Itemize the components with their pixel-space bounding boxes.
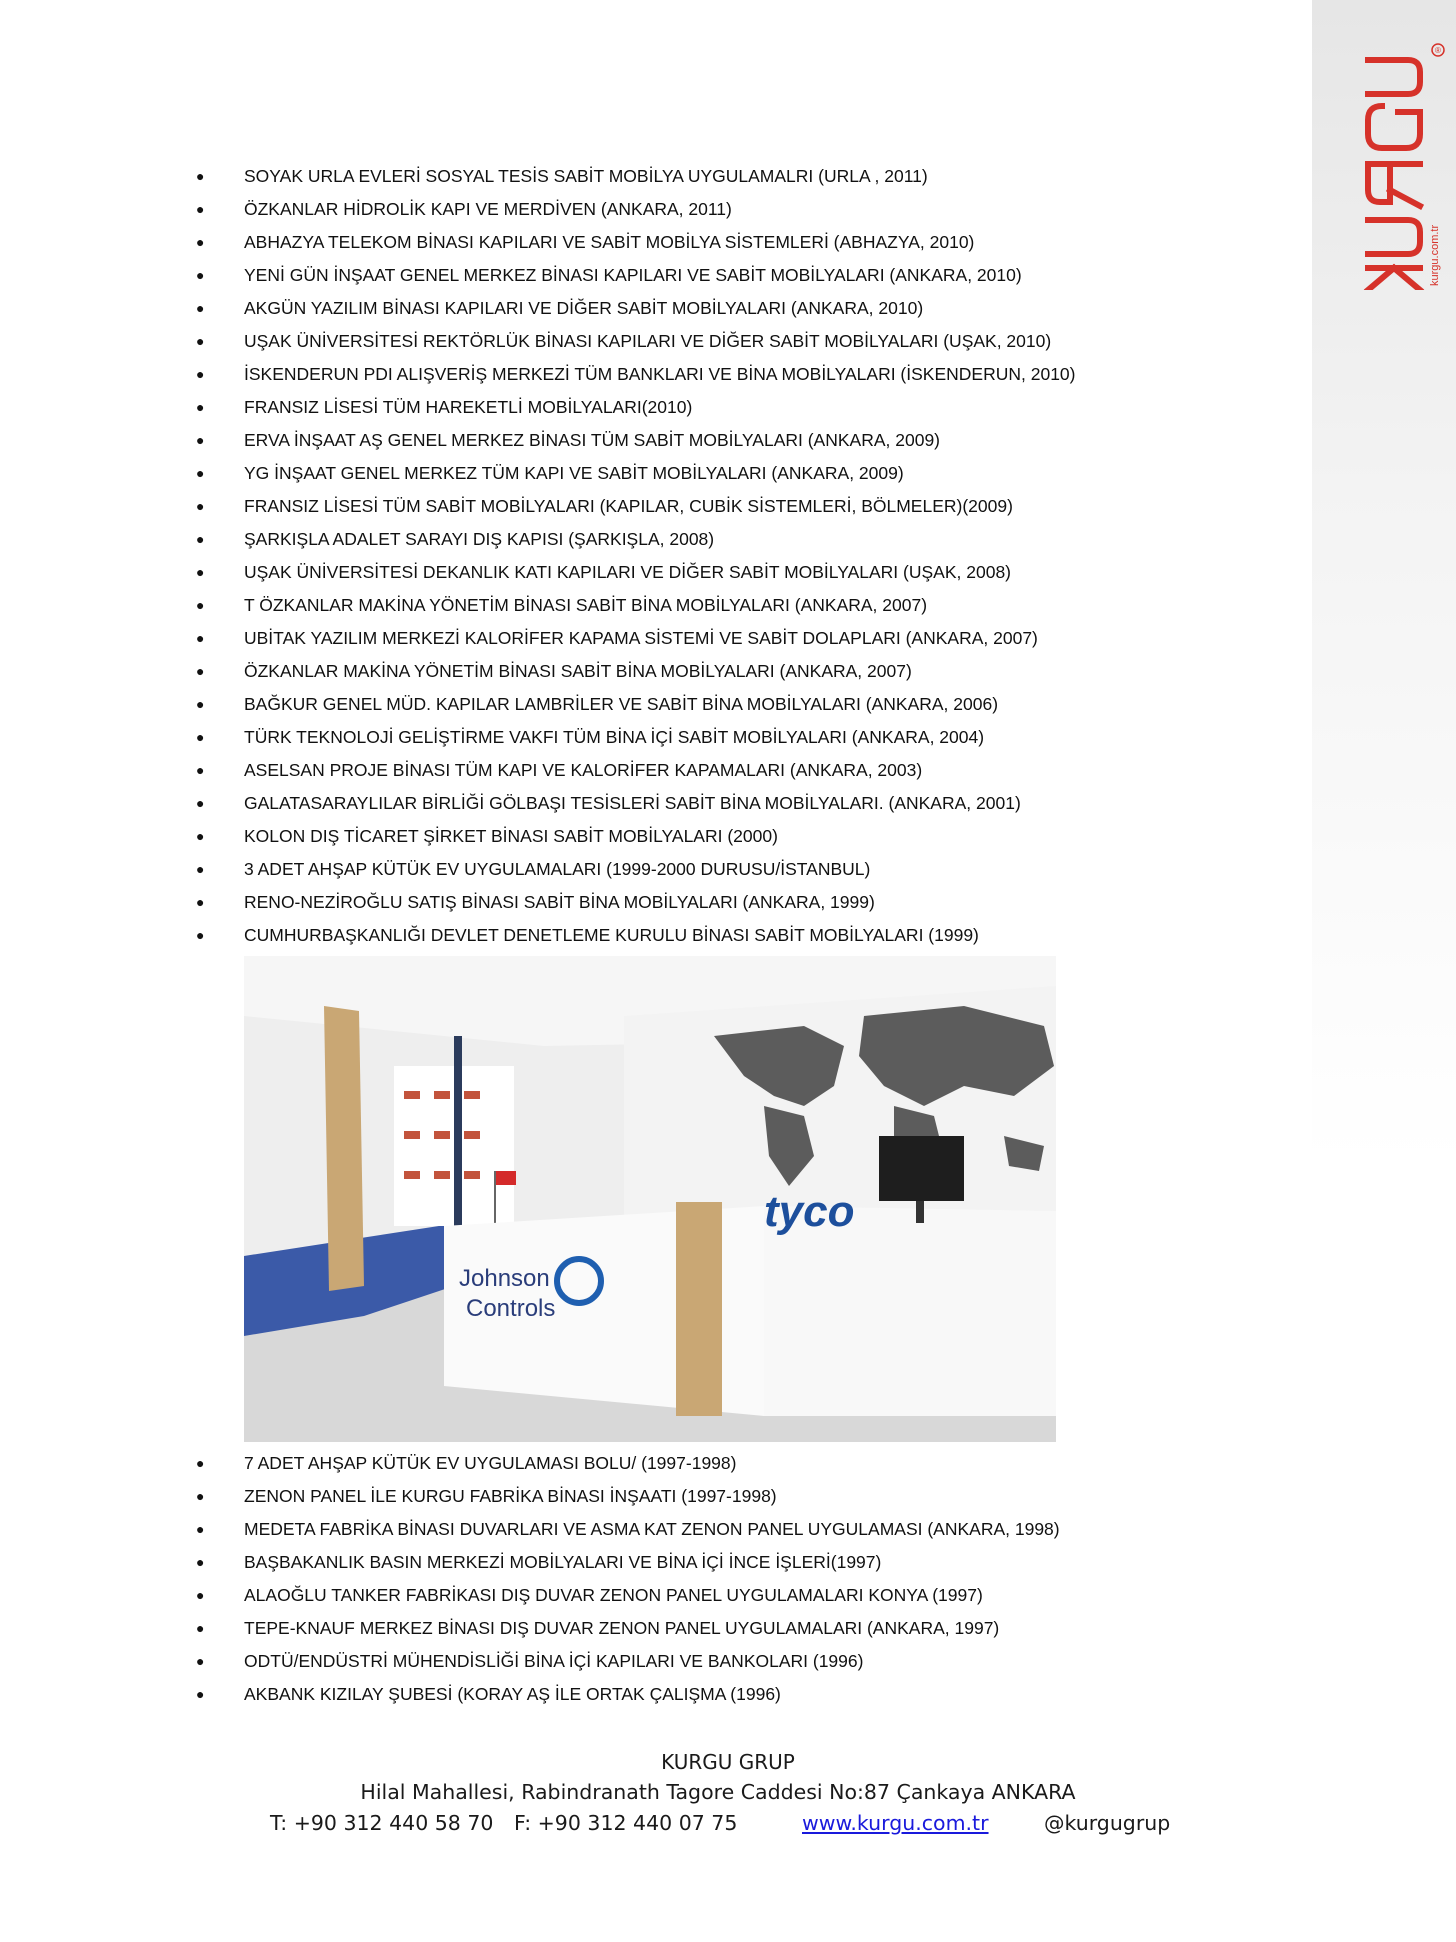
reception-photo [244, 956, 1056, 1442]
registered-mark: ® [1435, 46, 1441, 55]
footer-fax: F: +90 312 440 07 75 [514, 1811, 738, 1835]
controls-text: Controls [466, 1295, 556, 1322]
footer-phone: T: +90 312 440 58 70 [270, 1811, 494, 1835]
tyco-text: tyco [764, 1187, 855, 1236]
side-band [1312, 0, 1456, 1942]
johnson-text: Johnson [459, 1265, 550, 1292]
footer-address: Hilal Mahallesi, Rabindranath Tagore Caddesi No:87 Çankaya ANKARA [360, 1780, 1076, 1804]
footer-company: KURGU GRUP [661, 1750, 795, 1774]
footer-website-link[interactable]: www.kurgu.com.tr [802, 1811, 989, 1835]
footer-social: @kurgugrup [1044, 1811, 1171, 1835]
kurgu-logo [1338, 40, 1448, 290]
logo-url: kurgu.com.tr [1429, 224, 1441, 286]
